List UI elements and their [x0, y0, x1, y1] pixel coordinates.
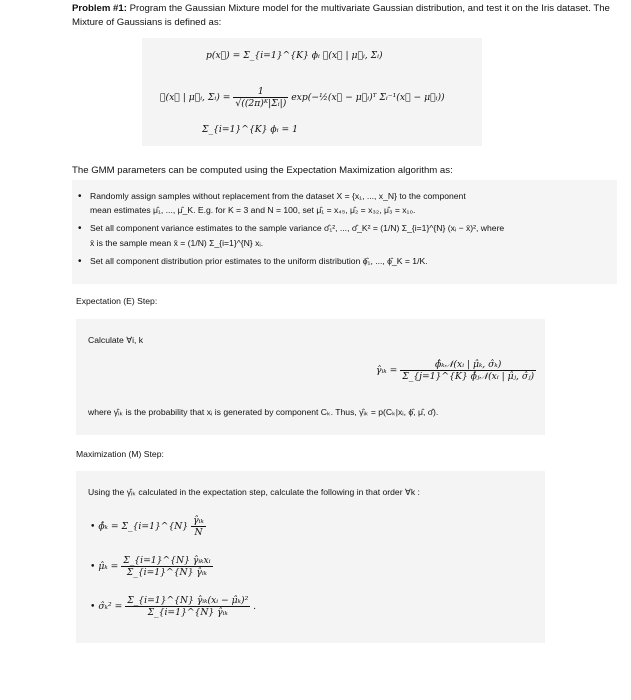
bullet-2-line-2: x̄ is the sample mean x̄ = (1/N) Σ_{i=1}^{N} xᵢ. [90, 238, 264, 248]
initialization-list [72, 180, 617, 284]
bullet-dot: • [78, 256, 82, 267]
normal-density-equation [160, 86, 445, 109]
gamma-den: Σ_{j=1}^{K} ϕ̂ⱼ𝒩(xᵢ | μ̂ⱼ, σ̂ⱼ) [402, 371, 535, 382]
bullet-dot: • [78, 223, 82, 234]
bullet-1-line-1: Randomly assign samples without replacement from the dataset X = {x₁, ..., x_N} to the component [90, 191, 466, 201]
gamma-equation [376, 359, 536, 382]
phi-den: N [194, 527, 203, 538]
normal-frac-den: √((2π)ᴷ|Σᵢ|) [235, 98, 287, 109]
mstep-intro: Using the γ̂ᵢₖ calculated in the expectation step, calculate the following in that order ∀k : [88, 487, 420, 497]
normal-fraction [233, 86, 288, 109]
sigma-end: . [253, 601, 257, 612]
mu-update: • μ̂ₖ = $\frac{\text{Σ\_\{i=1\}\textasciicircum{}\{N\} γ̂ᵢₖxᵢ}}{\text{Σ\_\{i=1\}\textasciicircum{}\{N\} γ̂ᵢₖ}}$ [90, 555, 211, 578]
sigma-update: • σ̂ₖ² = $\frac{\text{Σ\_\{i=1\}\textasciicircum{}\{N\} γ̂ᵢₖ(xᵢ − μ̂ₖ)²}}{\text{Σ\_\{i=1\}\textasciicircum{}\{N\} γ̂ᵢₖ}}$ . [90, 595, 257, 618]
normal-rhs: exp(−½(x⃗ − μ⃗ᵢ)ᵀ Σᵢ⁻¹(x⃗ − μ⃗ᵢ)) [291, 92, 445, 103]
sigma-fraction [125, 595, 250, 618]
mu-lhs: μ̂ₖ = [98, 561, 119, 572]
estep-calc: Calculate ∀i, k [88, 335, 144, 345]
gmm-definition-box [142, 38, 482, 146]
mstep-heading: Maximization (M) Step: [76, 449, 164, 459]
estep-where: where γ̂ᵢₖ is the probability that xᵢ is generated by component Cₖ. Thus, γ̂ᵢₖ = p(Cₖ|xᵢ, ϕ̂, μ̂, σ̂). [88, 407, 439, 417]
problem-statement [72, 2, 612, 30]
mixture-equation: p(x⃗) = Σ_{i=1}^{K} ϕᵢ 𝒩(x⃗ | μ⃗ᵢ, Σᵢ) [206, 50, 383, 61]
mu-den: Σ_{i=1}^{N} γ̂ᵢₖ [126, 567, 208, 578]
mu-num: Σ_{i=1}^{N} γ̂ᵢₖxᵢ [123, 555, 211, 566]
phi-fraction [191, 515, 206, 538]
phi-update: • ϕ̂ₖ = Σ_{i=1}^{N} $\frac{\text{γ̂ᵢₖ}}{N}$ [90, 515, 204, 538]
sigma-den: Σ_{i=1}^{N} γ̂ᵢₖ [147, 607, 228, 618]
phi-sum: Σ_{i=1}^{N} [121, 521, 189, 532]
sigma-num: Σ_{i=1}^{N} γ̂ᵢₖ(xᵢ − μ̂ₖ)² [127, 595, 249, 606]
sigma-lhs: σ̂ₖ² = [98, 601, 123, 612]
em-intro: The GMM parameters can be computed using the Expectation Maximization algorithm as: [72, 165, 453, 176]
bullet-2-line-1: Set all component variance estimates to the sample variance σ̂₁², ..., σ̂_K² = (1/N) Σ_{i=1}^{N} (xᵢ − x̄)², where [90, 223, 505, 233]
bullet-1-line-2: mean estimates μ̂₁, ..., μ̂_K. E.g. for K = 3 and N = 100, set μ̂₁ = x₄₅, μ̂₂ = x₃₂, μ̂₃ = x₁₀. [90, 205, 416, 215]
phi-lhs: ϕ̂ₖ = [98, 521, 119, 532]
mu-fraction [121, 555, 212, 578]
bullet-dot: • [78, 191, 82, 202]
problem-text: Program the Gaussian Mixture model for the multivariate Gaussian distribution, and test it on the Iris dataset. The Mixture of Gaussians is defined as: [72, 3, 610, 28]
normal-frac-num: 1 [233, 86, 288, 98]
bullet-3: Set all component distribution prior estimates to the uniform distribution ϕ̂₁, ..., ϕ̂_K = 1/K. [90, 256, 428, 266]
mstep-box [76, 471, 545, 643]
gamma-fraction [400, 359, 536, 382]
phi-num: γ̂ᵢₖ [193, 515, 204, 526]
gamma-lhs: γ̂ᵢₖ = [376, 365, 398, 376]
problem-label: Problem #1: [72, 3, 127, 14]
estep-box [76, 319, 545, 435]
normal-lhs: 𝒩(x⃗ | μ⃗ᵢ, Σᵢ) = [160, 92, 231, 103]
gamma-num: ϕ̂ₖ𝒩(xᵢ | μ̂ₖ, σ̂ₖ) [400, 359, 536, 371]
estep-heading: Expectation (E) Step: [76, 296, 158, 306]
weights-constraint: Σ_{i=1}^{K} ϕᵢ = 1 [202, 124, 298, 135]
